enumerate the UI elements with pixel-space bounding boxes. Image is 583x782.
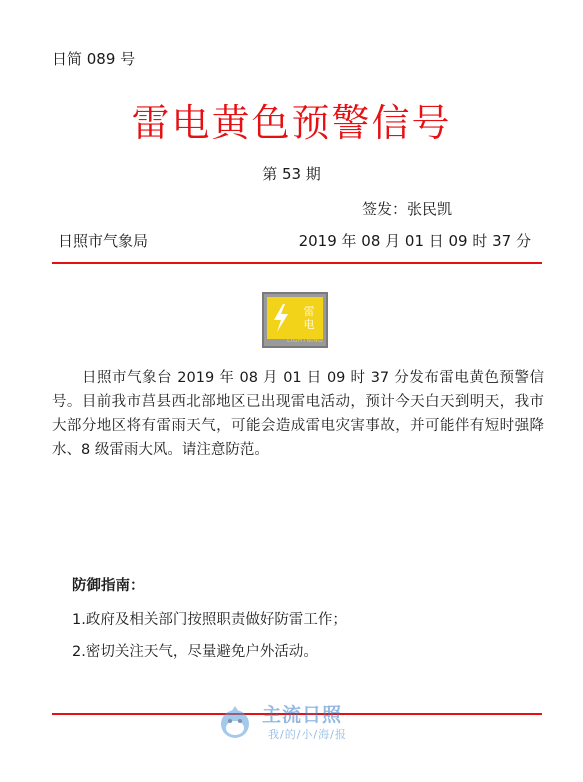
lightning-warning-icon — [262, 292, 328, 348]
watermark-slogan: 我/的/小/海/报 — [268, 728, 347, 741]
defense-item: 2.密切关注天气，尽量避免户外活动。 — [72, 644, 318, 660]
icon-caption: LIGHTNING — [286, 337, 323, 344]
warning-title: 雷电黄色预警信号 — [131, 101, 452, 145]
lightning-bolt-icon — [267, 297, 295, 339]
dolphin-mascot-icon — [218, 702, 252, 740]
watermark-brand: 主流日照 — [262, 704, 343, 726]
issuer-name: 日照市气象局 — [58, 232, 149, 250]
signed-by: 签发：张民凯 — [362, 200, 453, 218]
top-divider — [52, 262, 542, 264]
defense-item: 1.政府及相关部门按照职责做好防雷工作； — [72, 612, 347, 628]
icon-label-top: 雷 — [303, 305, 315, 318]
icon-label-bottom: 电 — [303, 318, 315, 331]
document-number: 日简 089 号 — [52, 50, 136, 68]
warning-body: 日照市气象台 2019 年 08 月 01 日 09 时 37 分发布雷电黄色预警信号。目前我市莒县西北部地区已出现雷电活动，预计今天白天到明天，我市大部分地区将有雷雨天气，可能会造成雷电灾害事故，并可能伴有短时强降水、8 级雷雨大风。请注意防范。 — [52, 370, 544, 458]
issue-number: 第 53 期 — [262, 165, 321, 183]
watermark-logo — [218, 700, 368, 745]
defense-guide-heading: 防御指南： — [72, 578, 145, 594]
warning-icon-label — [295, 297, 323, 339]
issue-datetime: 2019 年 08 月 01 日 09 时 37 分 — [298, 232, 531, 250]
